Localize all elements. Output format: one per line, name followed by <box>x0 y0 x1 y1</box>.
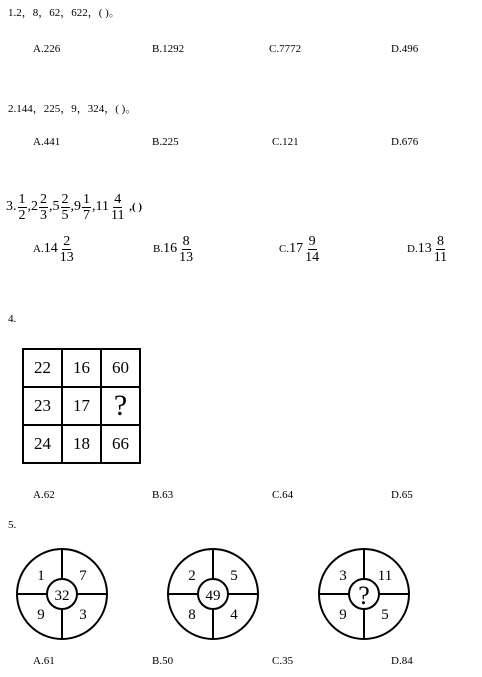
circle-puzzle-1 <box>17 549 107 639</box>
q3-term-5: $\frac{4}{11}$ <box>110 191 125 223</box>
grid-cell: 16 <box>62 349 101 387</box>
question-2-text: 2.144，225，9，324，( )。 <box>8 103 137 115</box>
circle-3-bottom-left: 9 <box>339 607 347 623</box>
circle-puzzles <box>0 540 482 650</box>
q3-prefix: 3. <box>6 199 17 214</box>
q4-option-a[interactable]: A.62 <box>33 489 55 501</box>
q3-option-c[interactable]: C.17 $\frac{9}{14}$ <box>279 233 320 265</box>
q4-option-b[interactable]: B.63 <box>152 489 174 501</box>
circle-3-bottom-right: 5 <box>381 607 389 623</box>
circle-1-center: 32 <box>54 588 70 604</box>
circle-1-bottom-left: 9 <box>37 607 45 623</box>
q3-option-a[interactable]: A.14 $\frac{2}{13}$ <box>33 233 74 265</box>
grid-cell: 22 <box>23 349 62 387</box>
q3-blank: ,( ) <box>126 201 143 213</box>
circle-2-top-right: 5 <box>230 568 238 584</box>
grid-cell: 60 <box>101 349 140 387</box>
q3-option-d[interactable]: D.13 $\frac{8}{11}$ <box>407 233 448 265</box>
question-1-text: 1.2，8，62，622，( )。 <box>8 7 120 19</box>
q3-term-4: $\frac{1}{7}$ <box>83 191 90 223</box>
grid-cell: 23 <box>23 387 62 425</box>
q1-option-a[interactable]: A.226 <box>33 43 61 55</box>
q4-option-d[interactable]: D.65 <box>391 489 413 501</box>
grid-cell: 17 <box>62 387 101 425</box>
circle-puzzle-3 <box>319 549 409 639</box>
circle-3-top-left: 3 <box>339 568 347 584</box>
number-grid <box>22 348 141 464</box>
question-3-text: 3. $\frac{1}{2}$ ,2 $\frac{2}{3}$ ,5 $\frac{2}{5}$ ,9 $\frac{1}{7}$ ,11 $\frac{4}{11}$ ,( ) <box>6 191 143 223</box>
q5-option-d[interactable]: D.84 <box>391 655 413 667</box>
circle-1-top-left: 1 <box>37 568 45 584</box>
grid-cell-unknown: ? <box>101 387 140 425</box>
circle-puzzle-2 <box>168 549 258 639</box>
circle-2-center: 49 <box>205 588 221 604</box>
q1-option-c[interactable]: C.7772 <box>269 43 302 55</box>
q2-option-d[interactable]: D.676 <box>391 136 419 148</box>
q3-term-3: $\frac{2}{5}$ <box>61 191 69 223</box>
grid-cell: 18 <box>62 425 101 463</box>
q5-option-c[interactable]: C.35 <box>272 655 294 667</box>
circle-2-top-left: 2 <box>188 568 196 584</box>
q3-option-b[interactable]: B.16 $\frac{8}{13}$ <box>153 233 194 265</box>
q2-option-b[interactable]: B.225 <box>152 136 179 148</box>
circle-3-center-unknown: ? <box>358 581 370 610</box>
question-4-label: 4. <box>8 313 17 325</box>
circle-2-bottom-right: 4 <box>230 607 238 623</box>
grid-cell: 66 <box>101 425 140 463</box>
q3-term-1: $\frac{1}{2}$ <box>18 191 26 223</box>
q5-option-b[interactable]: B.50 <box>152 655 174 667</box>
q2-option-c[interactable]: C.121 <box>272 136 299 148</box>
q1-option-d[interactable]: D.496 <box>391 43 419 55</box>
q5-option-a[interactable]: A.61 <box>33 655 55 667</box>
q3-term-2: $\frac{2}{3}$ <box>40 191 47 223</box>
circle-1-bottom-right: 3 <box>79 607 87 623</box>
q4-option-c[interactable]: C.64 <box>272 489 294 501</box>
q1-option-b[interactable]: B.1292 <box>152 43 185 55</box>
circle-3-top-right: 11 <box>377 568 393 584</box>
circle-2-bottom-left: 8 <box>188 607 196 623</box>
question-5-label: 5. <box>8 519 17 531</box>
circle-1-top-right: 7 <box>79 568 87 584</box>
q2-option-a[interactable]: A.441 <box>33 136 61 148</box>
grid-cell: 24 <box>23 425 62 463</box>
